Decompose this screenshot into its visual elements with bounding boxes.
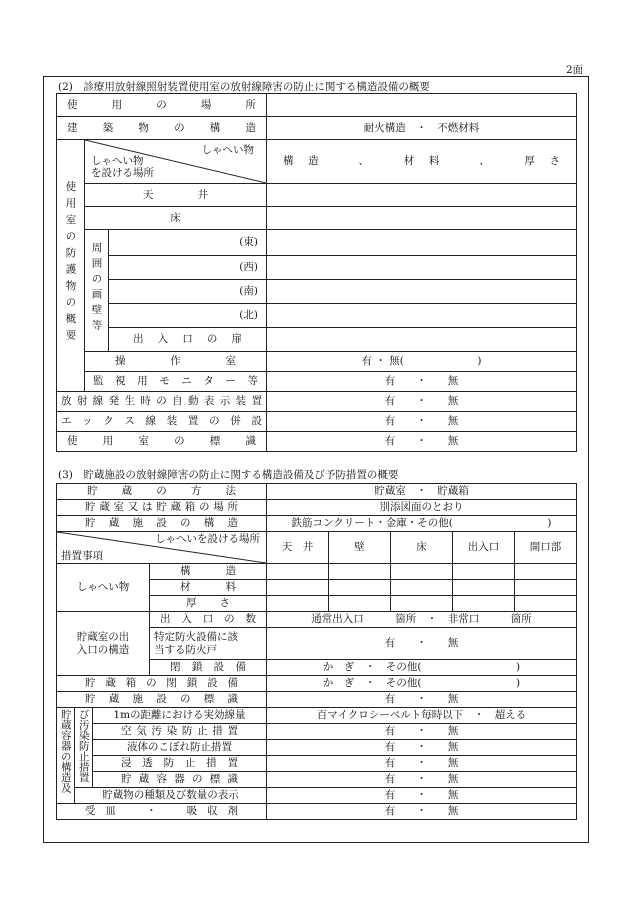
entrance-structure-label: 貯蔵室の出 入口の構造	[57, 612, 150, 676]
auto-display-value: 有 ・ 無	[267, 392, 577, 412]
shield-material-label: 材料	[150, 580, 267, 596]
monitor-value: 有 ・ 無	[267, 372, 577, 392]
air-label: 空気汚染防止措置	[93, 724, 267, 740]
entrance-count-label: 出入口の数	[150, 612, 267, 628]
method-value: 貯蔵室 ・ 貯蔵箱	[267, 484, 577, 500]
diag-top-label: しゃへい物	[201, 144, 254, 156]
building-value: 耐火構造 ・ 不燃材料	[267, 117, 577, 140]
north-value	[267, 304, 577, 328]
location-value	[267, 94, 577, 117]
floor-label: 床	[85, 207, 267, 230]
container-sign-label: 貯蔵容器の標識	[93, 772, 267, 788]
east-label: (東)	[109, 230, 267, 256]
xray-value: 有 ・ 無	[267, 412, 577, 432]
diag-bottom-label: しゃへい物 を設ける場所	[91, 154, 154, 179]
facility-sign-value: 有 ・ 無	[267, 692, 577, 708]
ceiling-label: 天井	[85, 184, 267, 207]
closing-value: か ぎ ・ その他( )	[267, 660, 577, 676]
building-label: 建築物の構造	[57, 117, 267, 140]
place-value: 別添図面のとおり	[267, 500, 577, 516]
spill-label: 液体のこぼれ防止措置	[93, 740, 267, 756]
closing-label: 閉鎖設備	[150, 660, 267, 676]
fire-door-value: 有 ・ 無	[267, 628, 577, 660]
floor-value	[267, 207, 577, 230]
section2-title: (2) 診療用放射線照射装置使用室の放射線障害の防止に関する構造設備の概要	[58, 81, 430, 93]
auto-display-label: 放射線発生時の自動表示装置	[57, 392, 267, 412]
page-number: 2面	[566, 64, 584, 76]
col-wall: 壁	[329, 532, 391, 564]
dose-value: 百マイクロシーベルト毎時以下 ・ 超える	[267, 708, 577, 724]
spec-header: 構造 、 材料 、 厚さ	[267, 140, 577, 184]
section3-title: (3) 貯蔵施設の放射線障害の防止に関する構造設備及び予防措置の概要	[58, 469, 399, 481]
seepage-value: 有 ・ 無	[267, 756, 577, 772]
section2-table	[56, 93, 577, 452]
kind-display-label: 貯蔵物の種類及び数量の表示	[75, 788, 267, 804]
monitor-label: 監視用モニター等	[85, 372, 267, 392]
console-value: 有 ・ 無( )	[267, 352, 577, 372]
box-closing-value: か ぎ ・ その他( )	[267, 676, 577, 692]
tray-label: 受皿 ・ 吸収剤	[57, 804, 267, 820]
south-value	[267, 280, 577, 304]
shield-thickness-label: 厚さ	[150, 596, 267, 612]
section3-table	[56, 483, 577, 820]
col-opening: 開口部	[515, 532, 577, 564]
ceiling-value	[267, 184, 577, 207]
north-label: (北)	[109, 304, 267, 328]
fire-door-label: 特定防火設備に該 当する防火戸	[150, 628, 267, 660]
place-label: 貯蔵室又は貯蔵箱の場所	[57, 500, 267, 516]
method-label: 貯蔵の方法	[57, 484, 267, 500]
diag3-top-label: しゃへいを設ける場所	[155, 533, 260, 545]
west-value	[267, 256, 577, 280]
shield-label: しゃへい物	[57, 564, 150, 612]
structure-label: 貯蔵施設の構造	[57, 516, 267, 532]
west-label: (西)	[109, 256, 267, 280]
south-label: (南)	[109, 280, 267, 304]
facility-sign-label: 貯蔵施設の標識	[57, 692, 267, 708]
xray-label: エックス線装置の併設	[57, 412, 267, 432]
dose-label: 1mの距離における実効線量	[93, 708, 267, 724]
kind-display-value: 有 ・ 無	[267, 788, 577, 804]
measures-diagonal-header	[57, 532, 267, 564]
location-label: 使用の場所	[57, 94, 267, 117]
room-sign-label: 使用室の標識	[57, 432, 267, 452]
shield-structure-label: 構造	[150, 564, 267, 580]
structure-value: 鉄筋コンクリート・金庫・その他( )	[267, 516, 577, 532]
door-value	[267, 328, 577, 352]
diag3-bottom-label: 措置事項	[61, 549, 103, 562]
seepage-label: 浸透防止措置	[93, 756, 267, 772]
east-value	[267, 230, 577, 256]
container-sign-value: 有 ・ 無	[267, 772, 577, 788]
door-label: 出入口の扉	[109, 328, 267, 352]
air-value: 有 ・ 無	[267, 724, 577, 740]
col-floor: 床	[391, 532, 453, 564]
container-side-label: 貯蔵容器の構造及	[57, 708, 75, 804]
col-ceiling: 天 井	[267, 532, 329, 564]
spill-value: 有 ・ 無	[267, 740, 577, 756]
shield-diagonal-header	[85, 140, 267, 184]
walls-label: 周囲の画壁等	[85, 230, 109, 352]
protection-side-label: 使用室の防護物の概要	[57, 140, 85, 392]
console-label: 操作室	[85, 352, 267, 372]
box-closing-label: 貯蔵箱の閉鎖設備	[57, 676, 267, 692]
prevention-side-label: び汚染防止措置	[75, 708, 93, 788]
room-sign-value: 有 ・ 無	[267, 432, 577, 452]
entrance-count-value: 通常出入口 箇所 ・ 非常口 箇所	[267, 612, 577, 628]
col-door: 出入口	[453, 532, 515, 564]
tray-value: 有 ・ 無	[267, 804, 577, 820]
